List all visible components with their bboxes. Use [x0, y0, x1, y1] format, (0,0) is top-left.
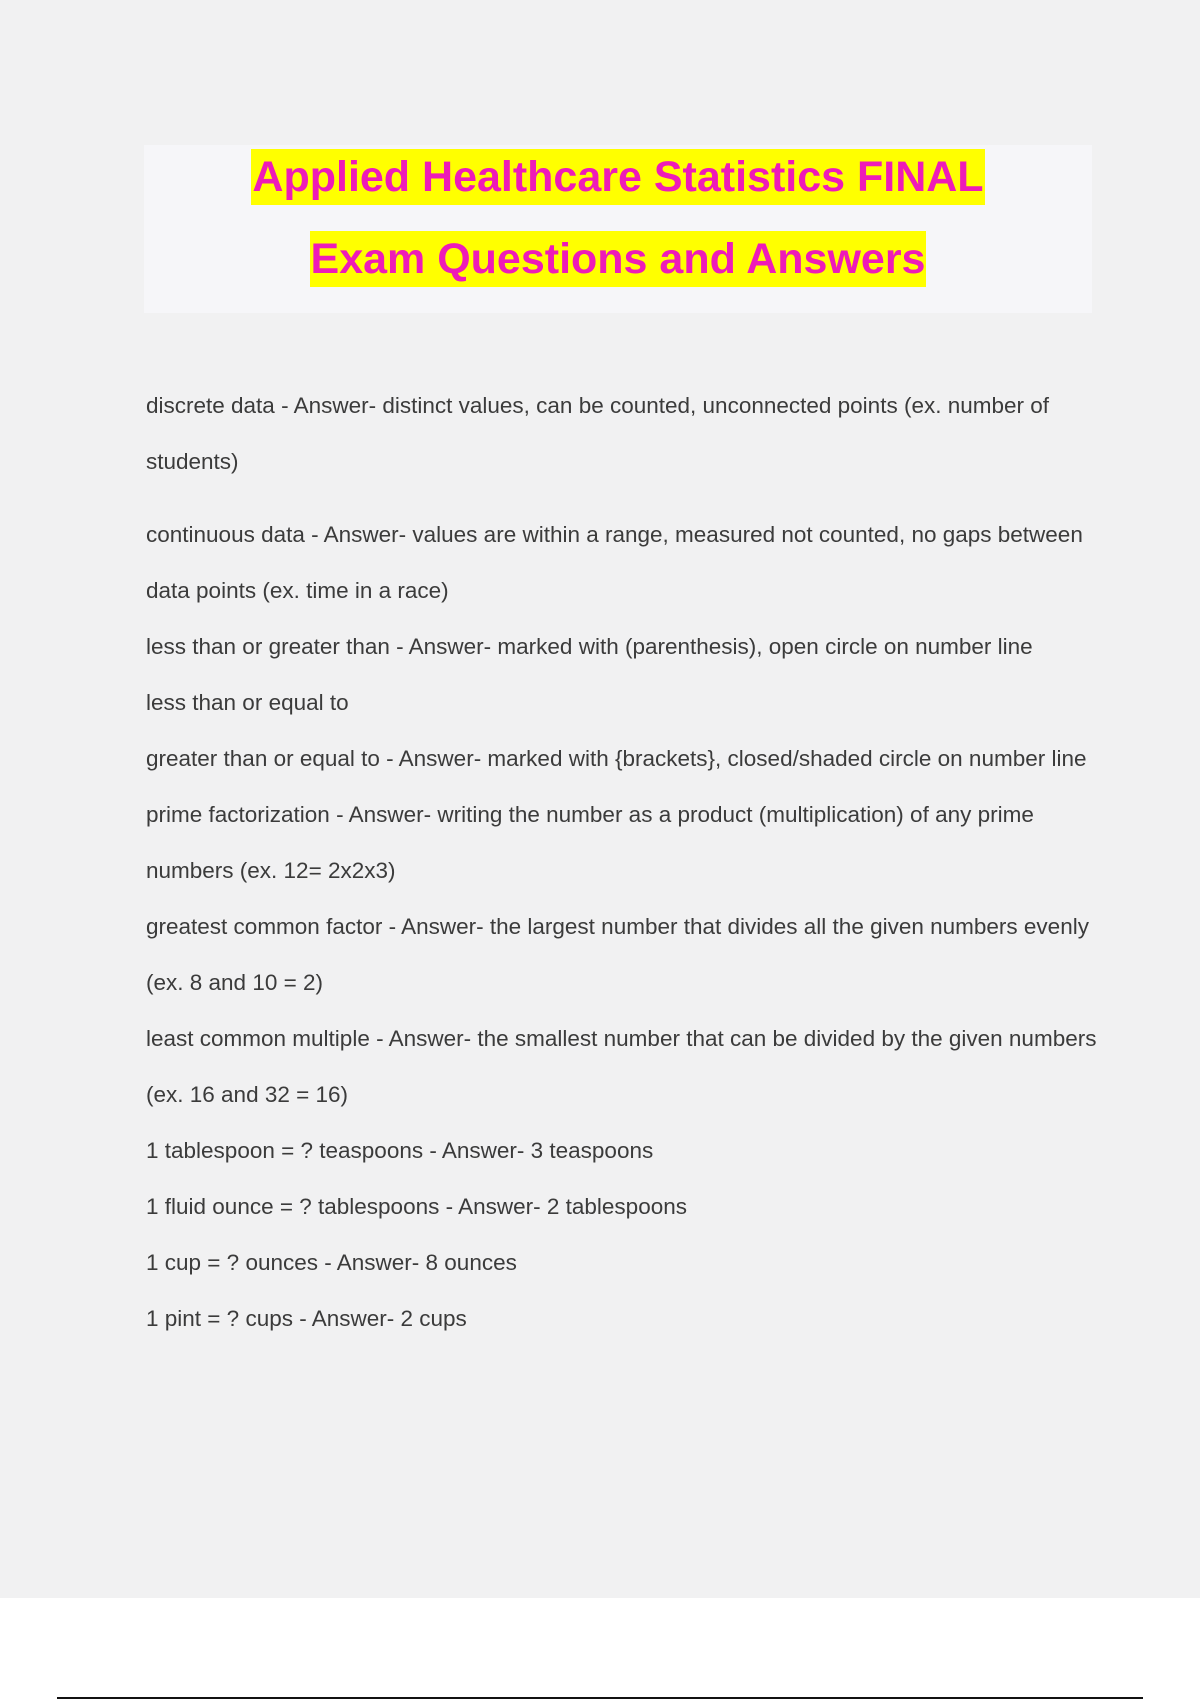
qa-entry-cup: 1 cup = ? ounces - Answer- 8 ounces — [146, 1250, 517, 1275]
qa-entry-less-or-greater: less than or greater than - Answer- marked with (parenthesis), open circle on number line — [146, 634, 1033, 659]
qa-entry-tablespoon: 1 tablespoon = ? teaspoons - Answer- 3 teaspoons — [146, 1138, 654, 1163]
qa-entry-fluid-ounce: 1 fluid ounce = ? tablespoons - Answer- 2 tablespoons — [146, 1194, 687, 1219]
qa-entry-discrete-data: discrete data - Answer- distinct values, can be counted, unconnected points (ex. number of students) — [146, 393, 1050, 474]
footer-rule — [57, 1697, 1143, 1699]
qa-entry-continuous-data: continuous data - Answer- values are within a range, measured not counted, no gaps between data points (ex. time in a race) — [146, 522, 1083, 603]
document-title-line-1: Applied Healthcare Statistics FINAL — [251, 149, 984, 205]
qa-entry-greatest-common-factor: greatest common factor - Answer- the largest number that divides all the given numbers evenly (ex. 8 and 10 = 2) — [146, 914, 1089, 995]
qa-list — [146, 378, 1106, 1347]
title-box — [144, 145, 1092, 313]
document-title-line-2: Exam Questions and Answers — [310, 231, 927, 287]
qa-entry-greater-or-equal: greater than or equal to - Answer- marked with {brackets}, closed/shaded circle on number line — [146, 746, 1087, 771]
qa-entry-least-common-multiple: least common multiple - Answer- the smallest number that can be divided by the given numbers (ex. 16 and 32 = 16) — [146, 1026, 1097, 1107]
qa-entry-less-or-equal: less than or equal to — [146, 690, 349, 715]
qa-entry-prime-factorization: prime factorization - Answer- writing the number as a product (multiplication) of any prime numbers (ex. 12= 2x2x3) — [146, 802, 1034, 883]
qa-entry-pint: 1 pint = ? cups - Answer- 2 cups — [146, 1306, 467, 1331]
